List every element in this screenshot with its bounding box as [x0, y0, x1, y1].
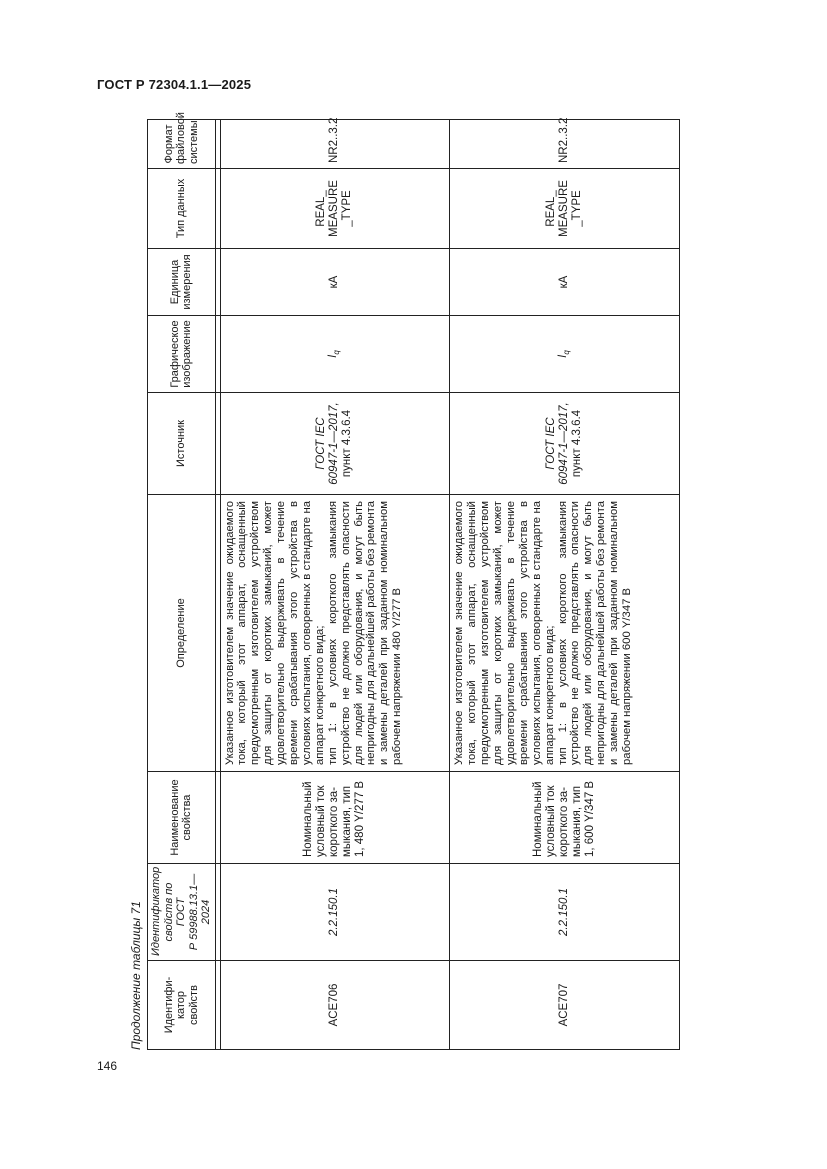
cell-source — [220, 393, 450, 495]
source-document: ГОСТ IEC 60947-1—2017, — [545, 402, 571, 485]
col-header-data-type: Тип данных — [148, 169, 216, 249]
cell-symbol — [450, 316, 680, 393]
symbol-subscript: q — [331, 350, 341, 355]
col-header-name: Наименование свойства — [148, 772, 216, 864]
cell-data-type: REAL_ MEASURE _TYPE — [450, 169, 680, 249]
source-clause: пункт 4.3.6.4 — [571, 409, 584, 478]
cell-symbol — [220, 316, 450, 393]
col-header-id: Идентифи- катор свойств — [148, 961, 216, 1050]
document-header: ГОСТ Р 72304.1.1—2025 — [97, 77, 252, 92]
col-header-symbol: Графическое изображение — [148, 316, 216, 393]
cell-unit: кА — [450, 249, 680, 316]
cell-definition: Указанное изготовителем значение ожидаемого тока, который этот аппарат, оснащенный предусмотренным изготовителем устройством для защиты от коротких замыканий, может удовлетворительно выдерживать в течение времени срабатывания этого устройства в условиях испытания, оговоренных в стандарте на аппарат конкретного вида; тип 1: в условиях короткого замыкания устройство не должно представлять опасности для людей или оборудования, и могут быть непригодны для дальнейшей работы без ремонта и замены деталей при заданном номинальном рабочем напряжении 480 Y/277 В — [220, 495, 450, 772]
col-header-source: Источник — [148, 393, 216, 495]
page-number: 146 — [97, 1059, 118, 1073]
rotated-table-block — [122, 112, 680, 1050]
cell-format: NR2..3.2 — [450, 120, 680, 169]
table-header-row — [148, 120, 216, 1050]
col-header-gost-id: Идентификатор свойств по ГОСТ Р 59988.13.1— 2024 — [148, 864, 216, 961]
symbol-letter: I — [556, 354, 569, 358]
symbol-letter: I — [326, 354, 339, 358]
col-header-unit: Единица измерения — [148, 249, 216, 316]
table-row — [450, 120, 680, 1050]
cell-id: ACE707 — [450, 961, 680, 1050]
cell-definition: Указанное изготовителем значение ожидаемого тока, который этот аппарат, оснащенный предусмотренным изготовителем устройством для защиты от коротких замыканий, может удовлетворительно выдерживать в течение времени срабатывания этого устройства в условиях испытания, оговоренных в стандарте на аппарат конкретного вида; тип 1: в условиях короткого замыкания устройство не должно представлять опасности для людей или оборудования, и могут быть непригодны для дальнейшей работы без ремонта и замены деталей при заданном номинальном рабочем напряжении 600 Y/347 В — [450, 495, 680, 772]
cell-gost-id: 2.2.150.1 — [220, 864, 450, 961]
col-header-definition: Определение — [148, 495, 216, 772]
cell-name: Номинальный условный ток короткого за-мыкания, тип 1, 480 Y/277 В — [220, 772, 450, 864]
table-row — [220, 120, 450, 1050]
cell-format: NR2..3.2 — [220, 120, 450, 169]
table-continuation-label: Продолжение таблицы 71 — [129, 901, 143, 1050]
source-document: ГОСТ IEC 60947-1—2017, — [315, 402, 341, 485]
symbol-subscript: q — [561, 350, 571, 355]
cell-gost-id: 2.2.150.1 — [450, 864, 680, 961]
source-clause: пункт 4.3.6.4 — [341, 409, 354, 478]
col-header-format: Формат файловой системы — [148, 120, 216, 169]
cell-name: Номинальный условный ток короткого за-мыкания, тип 1, 600 Y/347 В — [450, 772, 680, 864]
cell-unit: кА — [220, 249, 450, 316]
properties-table — [147, 112, 680, 1050]
cell-id: ACE706 — [220, 961, 450, 1050]
cell-source — [450, 393, 680, 495]
cell-data-type: REAL_ MEASURE _TYPE — [220, 169, 450, 249]
